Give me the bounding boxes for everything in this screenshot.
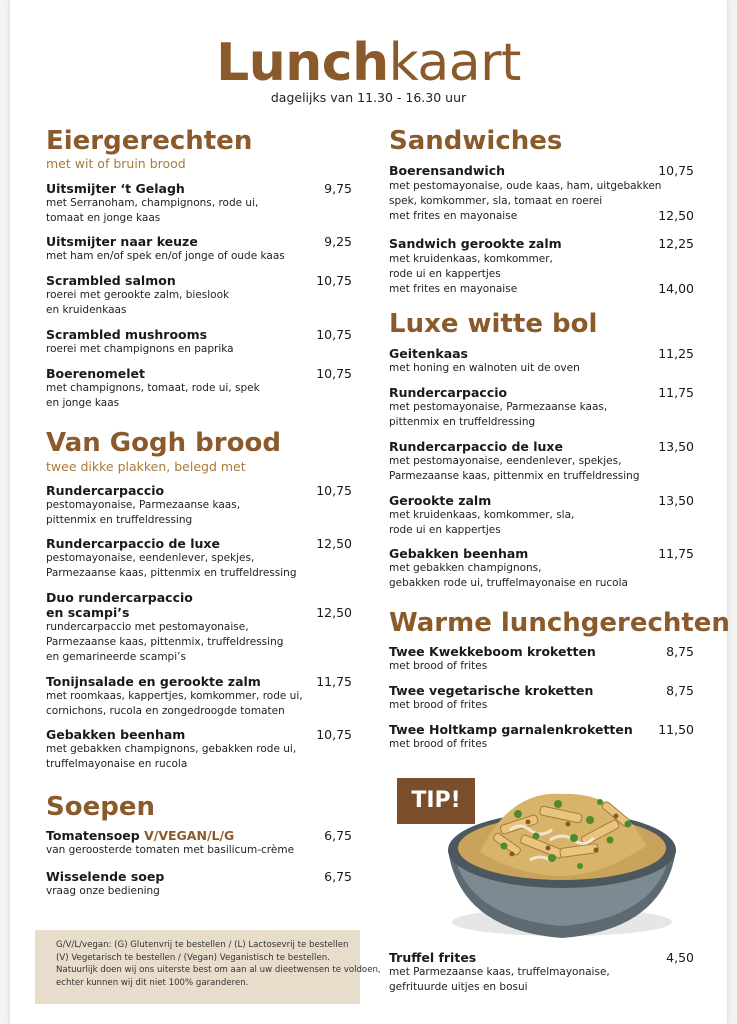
menu-item-description: met brood of frites [389,738,488,750]
menu-item-name: Twee vegetarische kroketten [389,683,594,698]
menu-item-description: met gebakken champignons, gebakken rode ui, [46,743,297,755]
menu-item-price: 13,50 [658,493,694,508]
menu-item-price: 9,25 [324,234,352,249]
menu-item-name: Wisselende soep [46,869,165,884]
menu-item-name: Rundercarpaccio de luxe [46,536,220,551]
menu-item-price: 6,75 [324,828,352,843]
menu-item-price: 6,75 [324,869,352,884]
menu-item-description: van geroosterde tomaten met basilicum-crème [46,844,295,856]
menu-item-description: roerei met gerookte zalm, bieslook [46,289,230,301]
menu-item-name: Rundercarpaccio [389,385,508,400]
menu-item-description: Parmezaanse kaas, pittenmix en truffeldressing [389,470,640,482]
menu-item-description: met Parmezaanse kaas, truffelmayonaise, [389,966,610,978]
menu-item-name: Gerookte zalm [389,493,492,508]
menu-item-price: 12,50 [316,536,352,551]
menu-item-description: roerei met champignons en paprika [46,343,234,355]
menu-item-name: Duo rundercarpaccio [46,590,193,605]
menu-item-price: 8,75 [666,683,694,698]
section-subtitle-van-gogh-brood: twee dikke plakken, belegd met [46,459,246,474]
menu-item-description: tomaat en jonge kaas [46,212,161,224]
menu-item-description: pestomayonaise, Parmezaanse kaas, [46,499,241,511]
menu-item-description: met gebakken champignons, [389,562,542,574]
section-title-van-gogh-brood: Van Gogh brood [46,428,281,458]
menu-item-description: met Serranoham, champignons, rode ui, [46,197,259,209]
menu-item-price: 11,75 [658,385,694,400]
menu-item-description: pittenmix en truffeldressing [389,416,536,428]
menu-item-name: Twee Kwekkeboom kroketten [389,644,596,659]
menu-item-name: Uitsmijter ‘t Gelagh [46,181,185,196]
menu-item-description: rode ui en kappertjes [389,524,501,536]
menu-item-description: met roomkaas, kappertjes, komkommer, rode ui, [46,690,303,702]
menu-item-description: Parmezaanse kaas, pittenmix, truffeldressing [46,636,284,648]
menu-item-price: 4,50 [666,950,694,965]
menu-item-name: Tonijnsalade en gerookte zalm [46,674,261,689]
menu-item-price: 12,25 [658,236,694,251]
menu-item-name: Rundercarpaccio de luxe [389,439,563,454]
menu-item-description: rode ui en kappertjes [389,268,501,280]
section-title-warme-lunchgerechten: Warme lunchgerechten [389,608,730,638]
menu-item-option-price: 12,50 [658,208,694,223]
menu-item-description: cornichons, rucola en zongedroogde tomaten [46,705,285,717]
menu-item-price: 10,75 [658,163,694,178]
menu-item-description: en gemarineerde scampi’s [46,651,186,663]
menu-item-name: Gebakken beenham [389,546,529,561]
menu-item-description: pestomayonaise, eendenlever, spekjes, [46,552,255,564]
menu-item-price: 11,50 [658,722,694,737]
menu-item-description: en jonge kaas [46,397,120,409]
menu-item-price: 12,50 [316,605,352,620]
menu-item-option: met frites en mayonaise [389,210,518,222]
menu-item-description: met ham en/of spek en/of jonge of oude kaas [46,250,285,262]
menu-item-price: 10,75 [316,483,352,498]
menu-item-name: Twee Holtkamp garnalenkroketten [389,722,633,737]
note-line: echter kunnen wij dit niet 100% garanderen. [56,977,249,988]
section-title-soepen: Soepen [46,792,155,822]
menu-item-price: 8,75 [666,644,694,659]
menu-item-name: Scrambled salmon [46,273,176,288]
menu-item-name: Geitenkaas [389,346,468,361]
menu-item-description: gebakken rode ui, truffelmayonaise en rucola [389,577,628,589]
page-subtitle: dagelijks van 11.30 - 16.30 uur [270,90,467,105]
menu-item-description: pittenmix en truffeldressing [46,514,193,526]
menu-item-description: met kruidenkaas, komkommer, [389,253,553,265]
menu-item-price: 13,50 [658,439,694,454]
menu-item-description: met pestomayonaise, oude kaas, ham, uitgebakken [389,180,662,192]
menu-item-price: 11,75 [316,674,352,689]
menu-item-name: Tomatensoep V/VEGAN/L/G [46,828,235,843]
menu-item-name: Sandwich gerookte zalm [389,236,562,251]
menu-item-description: met brood of frites [389,699,488,711]
menu-item-price: 11,25 [658,346,694,361]
menu-item-name: Scrambled mushrooms [46,327,208,342]
menu-item-name: Rundercarpaccio [46,483,165,498]
section-title-sandwiches: Sandwiches [389,126,563,156]
menu-item-price: 10,75 [316,366,352,381]
menu-item-name: en scampi’s [46,605,130,620]
menu-item-description: met pestomayonaise, Parmezaanse kaas, [389,401,608,413]
section-title-eiergerechten: Eiergerechten [46,126,253,156]
menu-item-description: truffelmayonaise en rucola [46,758,188,770]
menu-item-description: Parmezaanse kaas, pittenmix en truffeldressing [46,567,297,579]
page-title: Lunchkaart [216,33,521,93]
menu-item-description: en kruidenkaas [46,304,127,316]
menu-item-option: met frites en mayonaise [389,283,518,295]
diet-label: V/VEGAN/L/G [144,828,235,843]
menu-item-price: 9,75 [324,181,352,196]
menu-item-option-price: 14,00 [658,281,694,296]
menu-item-description: gefrituurde uitjes en bosui [389,981,528,993]
truffle-fries-image [440,780,685,950]
dietary-note [35,930,381,1004]
menu-item-price: 10,75 [316,727,352,742]
menu-item-description: met brood of frites [389,660,488,672]
menu-item-description: met honing en walnoten uit de oven [389,362,580,374]
menu-item-description: met kruidenkaas, komkommer, sla, [389,509,575,521]
menu-item-name: Boerenomelet [46,366,145,381]
section-title-luxe-witte-bol: Luxe witte bol [389,309,598,339]
menu-item-description: met champignons, tomaat, rode ui, spek [46,382,260,394]
menu-item-description: rundercarpaccio met pestomayonaise, [46,621,249,633]
menu-item-price: 10,75 [316,273,352,288]
menu-item-name: Boerensandwich [389,163,505,178]
menu-item-description: spek, komkommer, sla, tomaat en roerei [389,195,603,207]
menu-item-name: Truffel frites [389,950,477,965]
note-line: (V) Vegetarisch te bestellen / (Vegan) Veganistisch te bestellen. [56,952,330,963]
menu-item-name: Uitsmijter naar keuze [46,234,198,249]
note-line: Natuurlijk doen wij ons uiterste best om aan al uw dieetwensen te voldoen, [56,965,381,976]
section-subtitle-eiergerechten: met wit of bruin brood [46,156,186,171]
note-line: G/V/L/vegan: (G) Glutenvrij te bestellen / (L) Lactosevrij te bestellen [56,940,349,950]
menu-item-description: met pestomayonaise, eendenlever, spekjes, [389,455,622,467]
menu-item-description: vraag onze bediening [46,885,160,897]
tip-badge: TIP! [397,778,475,824]
menu-item-name: Gebakken beenham [46,727,186,742]
menu-item-price: 11,75 [658,546,694,561]
menu-item-price: 10,75 [316,327,352,342]
